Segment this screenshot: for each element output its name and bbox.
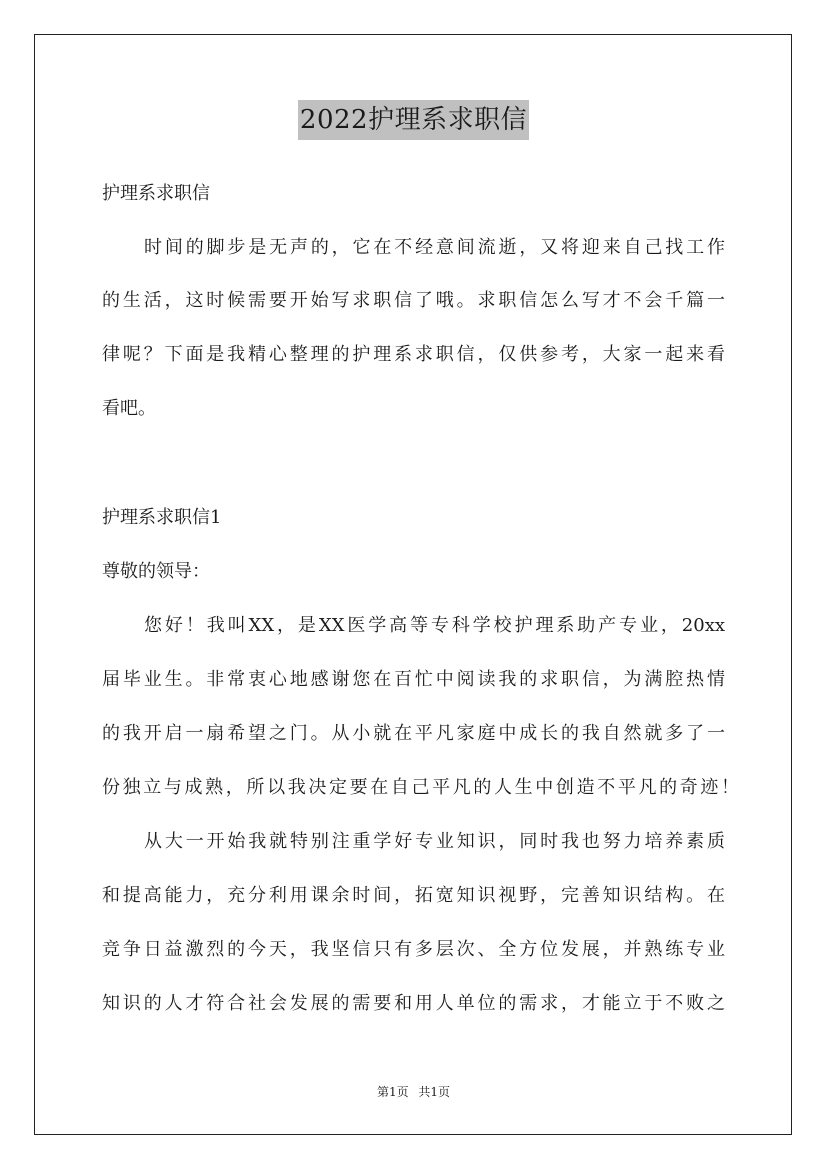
intro-line: 律呢？下面是我精心整理的护理系求职信，仅供参考，大家一起来看 [102,344,725,365]
body-line: 届毕业生。非常衷心地感谢您在百忙中阅读我的求职信，为满腔热情 [102,669,725,690]
document-title: 2022护理系求职信 [298,100,529,140]
body-line: 和提高能力，充分利用课余时间，拓宽知识视野，完善知识结构。在 [102,885,725,906]
intro-line: 看吧。 [102,398,156,419]
body-line: 的我开启一扇希望之门。从小就在平凡家庭中成长的我自然就多了一 [102,723,725,744]
salutation: 尊敬的领导： [102,561,210,582]
page-total: 共1页 [418,1085,451,1099]
page-footer [0,1084,827,1100]
body-line: 从大一开始我就特别注重学好专业知识，同时我也努力培养素质 [144,831,725,852]
intro-line: 的生活，这时候需要开始写求职信了哦。求职信怎么写才不会千篇一 [102,290,725,311]
document-heading: 护理系求职信 [102,183,210,204]
title-container [0,100,827,140]
body-line: 竞争日益激烈的今天，我坚信只有多层次、全方位发展，并熟练专业 [102,939,725,960]
body-line: 您好！我叫XX，是XX医学高等专科学校护理系助产专业，20xx [144,615,725,636]
body-line: 份独立与成熟，所以我决定要在自己平凡的人生中创造不平凡的奇迹！ [102,777,739,798]
section-title: 护理系求职信1 [102,507,222,528]
page-number: 第1页 [376,1085,409,1099]
intro-line: 时间的脚步是无声的，它在不经意间流逝，又将迎来自己找工作 [144,237,725,258]
body-line: 知识的人才符合社会发展的需要和用人单位的需求，才能立于不败之 [102,993,725,1014]
